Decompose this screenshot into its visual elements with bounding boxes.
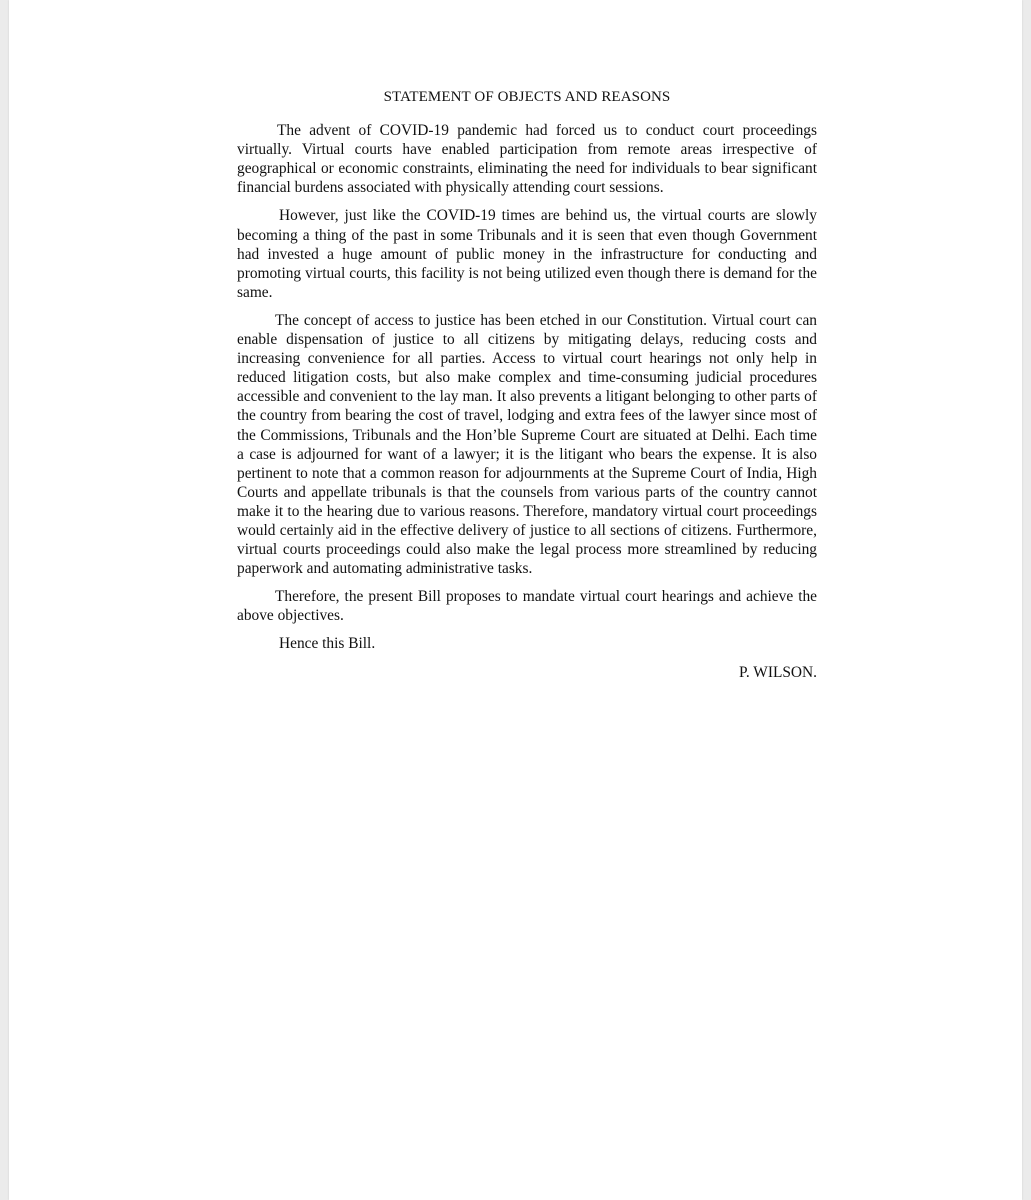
- document-body: [237, 88, 817, 682]
- closing-line: Hence this Bill.: [279, 635, 376, 653]
- page-title: STATEMENT OF OBJECTS AND REASONS: [383, 89, 671, 105]
- paragraph-covid-virtual-courts: The advent of COVID-19 pandemic had forced us to conduct court proceedings virtually. Virtual courts have enabled participation from remote areas irrespective of geographical or economic constraints, eliminating the need for individuals to bear significant financial burdens associated with physically attending court sessions.: [237, 122, 817, 197]
- paragraph-access-to-justice: The concept of access to justice has been etched in our Constitution. Virtual court can enable dispensation of justice to all citizens by mitigating delays, reducing costs and increasing convenience for all parties. Access to virtual court hearings not only help in reduced litigation costs, but also make complex and time-consuming judicial procedures accessible and convenient to the lay man. It also prevents a litigant belonging to other parts of the country from bearing the cost of travel, lodging and extra fees of the lawyer since most of the Commissions, Tribunals and the Hon’ble Supreme Court are situated at Delhi. Each time a case is adjourned for want of a lawyer; it is the litigant who bears the expense. It is also pertinent to note that a common reason for adjournments at the Supreme Court of India, High Courts and appellate tribunals is that the counsels from various parts of the country cannot make it to the hearing due to various reasons. Therefore, mandatory virtual court proceedings would certainly aid in the effective delivery of justice to all sections of citizens. Furthermore, virtual courts proceedings could also make the legal process more streamlined by reducing paperwork and automating administrative tasks.: [237, 311, 817, 578]
- paragraph-virtual-courts-declining: However, just like the COVID-19 times are behind us, the virtual courts are slowly becoming a thing of the past in some Tribunals and it is seen that even though Government had invested a huge amount of public money in the infrastructure for conducting and promoting virtual courts, this facility is not being utilized even though there is demand for the same.: [237, 207, 817, 301]
- document-page: [9, 0, 1022, 1200]
- paragraph-bill-proposal: Therefore, the present Bill proposes to mandate virtual court hearings and achieve the above objectives.: [237, 588, 817, 625]
- signature: P. WILSON.: [739, 663, 817, 681]
